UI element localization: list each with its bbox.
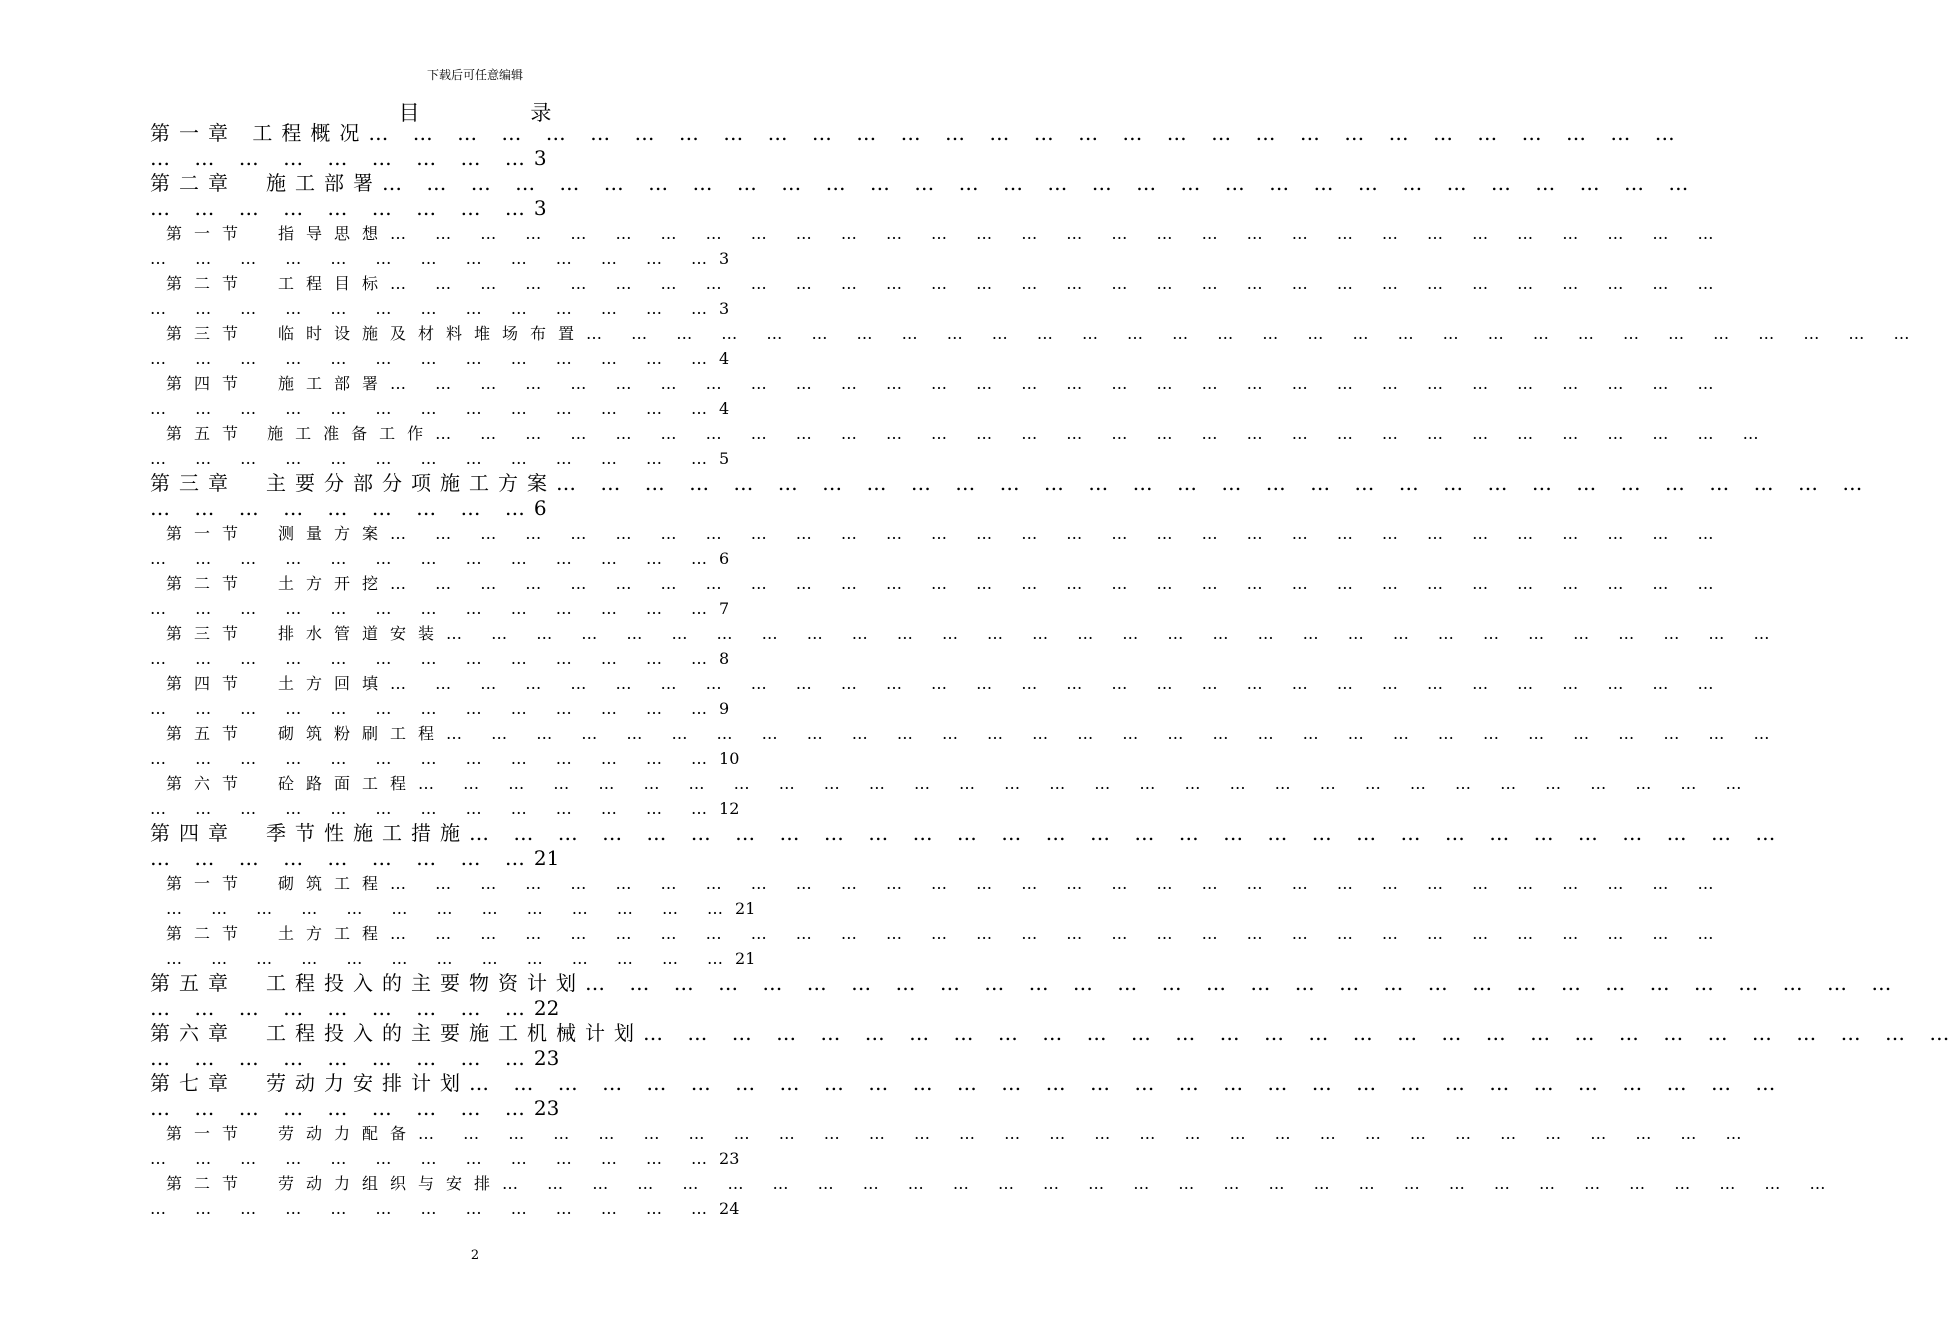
leader-dots: … … … … … … … … … … … … … … … … … … … … … … … … … … … … … … <box>390 374 1726 393</box>
toc-entry-page: 6 <box>719 549 730 568</box>
toc-chapter-entry[interactable] <box>150 1071 1785 1121</box>
leader-dots: … … … … … … … … … … … … … … … … … … … … … … … … … … … … … … <box>502 1174 1838 1193</box>
leader-dots: … … … … … … … … … … … … … <box>150 449 720 468</box>
toc-section-entry[interactable] <box>150 271 1726 321</box>
leader-dots: … … … … … … … … … … … … … … … … … … … … … … … … … … … … … … <box>418 1124 1754 1143</box>
toc-entry-label: 第四章 季节性施工措施 <box>150 821 469 845</box>
leader-dots: … … … … … … … … … … … … … … … … … … … … … … … … … … … … … … <box>446 724 1782 743</box>
leader-dots: … … … … … … … … … … … … … … … … … … … … … … … … … … … … … … <box>382 171 1698 195</box>
toc-section-entry[interactable] <box>150 721 1782 771</box>
toc-entry-page: 21 <box>533 846 560 870</box>
leader-dots: … … … … … … … … … … … … … … … … … … … … … … … … … … … … … … <box>390 274 1726 293</box>
toc-entry-label: 第一章 工程概况 <box>150 121 369 145</box>
leader-dots: … … … … … … … … … … … … … … … … … … … … … … … … … … … … … … <box>390 924 1726 943</box>
toc-entry-label: 第四节 施工部署 <box>166 374 391 393</box>
leader-dots: … … … … … … … … … <box>150 1046 534 1070</box>
toc-entry-page: 3 <box>719 249 730 268</box>
leader-dots: … … … … … … … … … … … … … … … … … … … … … … … … … … … … … … <box>435 424 1771 443</box>
leader-dots: … … … … … … … … … … … … … <box>166 899 736 918</box>
toc-chapter-entry[interactable] <box>150 821 1785 871</box>
leader-dots: … … … … … … … … … <box>150 196 534 220</box>
toc-entry-page: 10 <box>719 749 740 768</box>
toc-entry-page: 7 <box>719 599 730 618</box>
leader-dots: … … … … … … … … … … … … … … … … … … … … … … … … … … … … … … <box>469 821 1785 845</box>
toc-section-entry[interactable] <box>150 371 1726 421</box>
leader-dots: … … … … … … … … … … … … … <box>150 299 720 318</box>
toc-entry-page: 23 <box>719 1149 740 1168</box>
toc-entry-label: 第七章 劳动力安排计划 <box>150 1071 469 1095</box>
leader-dots: … … … … … … … … … … … … … <box>150 799 720 818</box>
toc-entry-page: 4 <box>719 349 730 368</box>
toc-entry-page: 12 <box>719 799 740 818</box>
toc-entry-label: 第三章 主要分部分项施工方案 <box>150 471 556 495</box>
leader-dots: … … … … … … … … … … … … … <box>150 249 720 268</box>
leader-dots: … … … … … … … … … <box>150 846 534 870</box>
toc-entry-page: 3 <box>719 299 730 318</box>
toc-section-entry[interactable] <box>150 621 1782 671</box>
leader-dots: … … … … … … … … … … … … … <box>150 599 720 618</box>
toc-entry-label: 第五章 工程投入的主要物资计划 <box>150 971 585 995</box>
leader-dots: … … … … … … … … … … … … … … … … … … … … … … … … … … … … … … <box>469 1071 1785 1095</box>
leader-dots: … … … … … … … … … … … … … <box>150 399 720 418</box>
leader-dots: … … … … … … … … … … … … … … … … … … … … … … … … … … … … … … <box>643 1021 1958 1045</box>
leader-dots: … … … … … … … … … … … … … … … … … … … … … … … … … … … … … … <box>390 674 1726 693</box>
leader-dots: … … … … … … … … … … … … … … … … … … … … … … … … … … … … … … <box>586 324 1922 343</box>
leader-dots: … … … … … … … … … … … … … … … … … … … … … … … … … … … … … … <box>390 574 1726 593</box>
toc-section-entry[interactable] <box>150 321 1922 371</box>
leader-dots: … … … … … … … … … … … … … … … … … … … … … … … … … … … … … … <box>446 624 1782 643</box>
leader-dots: … … … … … … … … … <box>150 496 534 520</box>
leader-dots: … … … … … … … … … <box>150 146 534 170</box>
toc-section-entry[interactable] <box>150 1121 1754 1171</box>
toc-chapter-entry[interactable] <box>150 471 1872 521</box>
leader-dots: … … … … … … … … … … … … … … … … … … … … … … … … … … … … … … <box>368 121 1684 145</box>
leader-dots: … … … … … … … … … … … … … … … … … … … … … … … … … … … … … … <box>418 774 1754 793</box>
toc-section-entry[interactable] <box>150 1171 1838 1221</box>
leader-dots: … … … … … … … … … … … … … <box>150 1149 720 1168</box>
toc-title: 目 录 <box>398 101 604 125</box>
leader-dots: … … … … … … … … … … … … … … … … … … … … … … … … … … … … … … <box>390 874 1726 893</box>
leader-dots: … … … … … … … … … … … … … <box>150 549 720 568</box>
leader-dots: … … … … … … … … … … … … … <box>150 649 720 668</box>
leader-dots: … … … … … … … … … … … … … <box>150 749 720 768</box>
toc-section-entry[interactable] <box>150 771 1754 821</box>
page-number: 2 <box>470 1248 480 1263</box>
leader-dots: … … … … … … … … … <box>150 996 534 1020</box>
toc-entry-label: 第三节 排水管道安装 <box>166 624 447 643</box>
toc-entry-label: 第四节 土方回填 <box>166 674 391 693</box>
toc-entry-label: 第一节 指导思想 <box>166 224 391 243</box>
toc-chapter-entry[interactable] <box>150 1021 1958 1071</box>
toc-entry-page: 4 <box>719 399 730 418</box>
toc-entry-page: 24 <box>719 1199 740 1218</box>
toc-entry-page: 3 <box>533 196 547 220</box>
toc-section-entry[interactable] <box>150 421 1771 471</box>
toc-entry-label: 第五节 砌筑粉刷工程 <box>166 724 447 743</box>
toc-entry-label: 第六节 砼路面工程 <box>166 774 419 793</box>
toc-entry-label: 第六章 工程投入的主要施工机械计划 <box>150 1021 643 1045</box>
toc-entry-label: 第一节 测量方案 <box>166 524 391 543</box>
toc-entry-page: 21 <box>735 949 756 968</box>
toc-entry-page: 9 <box>719 699 730 718</box>
toc-section-entry[interactable] <box>150 921 1726 971</box>
leader-dots: … … … … … … … … … … … … … … … … … … … … … … … … … … … … … … <box>390 224 1726 243</box>
table-of-contents <box>150 121 1958 1221</box>
toc-entry-label: 第一节 劳动力配备 <box>166 1124 419 1143</box>
toc-entry-page: 6 <box>533 496 547 520</box>
toc-entry-page: 3 <box>533 146 547 170</box>
toc-section-entry[interactable] <box>150 221 1726 271</box>
leader-dots: … … … … … … … … … … … … … … … … … … … … … … … … … … … … … … <box>585 971 1901 995</box>
toc-entry-label: 第五节 施工准备工作 <box>166 424 436 443</box>
toc-chapter-entry[interactable] <box>150 121 1684 171</box>
leader-dots: … … … … … … … … … … … … … <box>166 949 736 968</box>
page-header: 下载后可任意编辑 <box>426 68 523 82</box>
toc-chapter-entry[interactable] <box>150 971 1901 1021</box>
toc-entry-page: 21 <box>735 899 756 918</box>
toc-entry-label: 第三节 临时设施及材料堆场布置 <box>166 324 587 343</box>
toc-section-entry[interactable] <box>150 521 1726 571</box>
leader-dots: … … … … … … … … … … … … … … … … … … … … … … … … … … … … … … <box>556 471 1872 495</box>
toc-entry-page: 5 <box>719 449 730 468</box>
leader-dots: … … … … … … … … … <box>150 1096 534 1120</box>
toc-section-entry[interactable] <box>150 571 1726 621</box>
toc-chapter-entry[interactable] <box>150 171 1698 221</box>
leader-dots: … … … … … … … … … … … … … <box>150 1199 720 1218</box>
toc-entry-label: 第二节 土方开挖 <box>166 574 391 593</box>
toc-entry-label: 第二章 施工部署 <box>150 171 382 195</box>
toc-section-entry[interactable] <box>150 671 1726 721</box>
toc-entry-label: 第二节 工程目标 <box>166 274 391 293</box>
toc-entry-page: 23 <box>533 1096 560 1120</box>
leader-dots: … … … … … … … … … … … … … <box>150 699 720 718</box>
leader-dots: … … … … … … … … … … … … … <box>150 349 720 368</box>
toc-section-entry[interactable] <box>150 871 1726 921</box>
toc-entry-page: 23 <box>533 1046 560 1070</box>
toc-entry-label: 第一节 砌筑工程 <box>166 874 391 893</box>
toc-entry-page: 8 <box>719 649 730 668</box>
toc-entry-label: 第二节 土方工程 <box>166 924 391 943</box>
leader-dots: … … … … … … … … … … … … … … … … … … … … … … … … … … … … … … <box>390 524 1726 543</box>
toc-entry-page: 22 <box>533 996 560 1020</box>
toc-entry-label: 第二节 劳动力组织与安排 <box>166 1174 503 1193</box>
